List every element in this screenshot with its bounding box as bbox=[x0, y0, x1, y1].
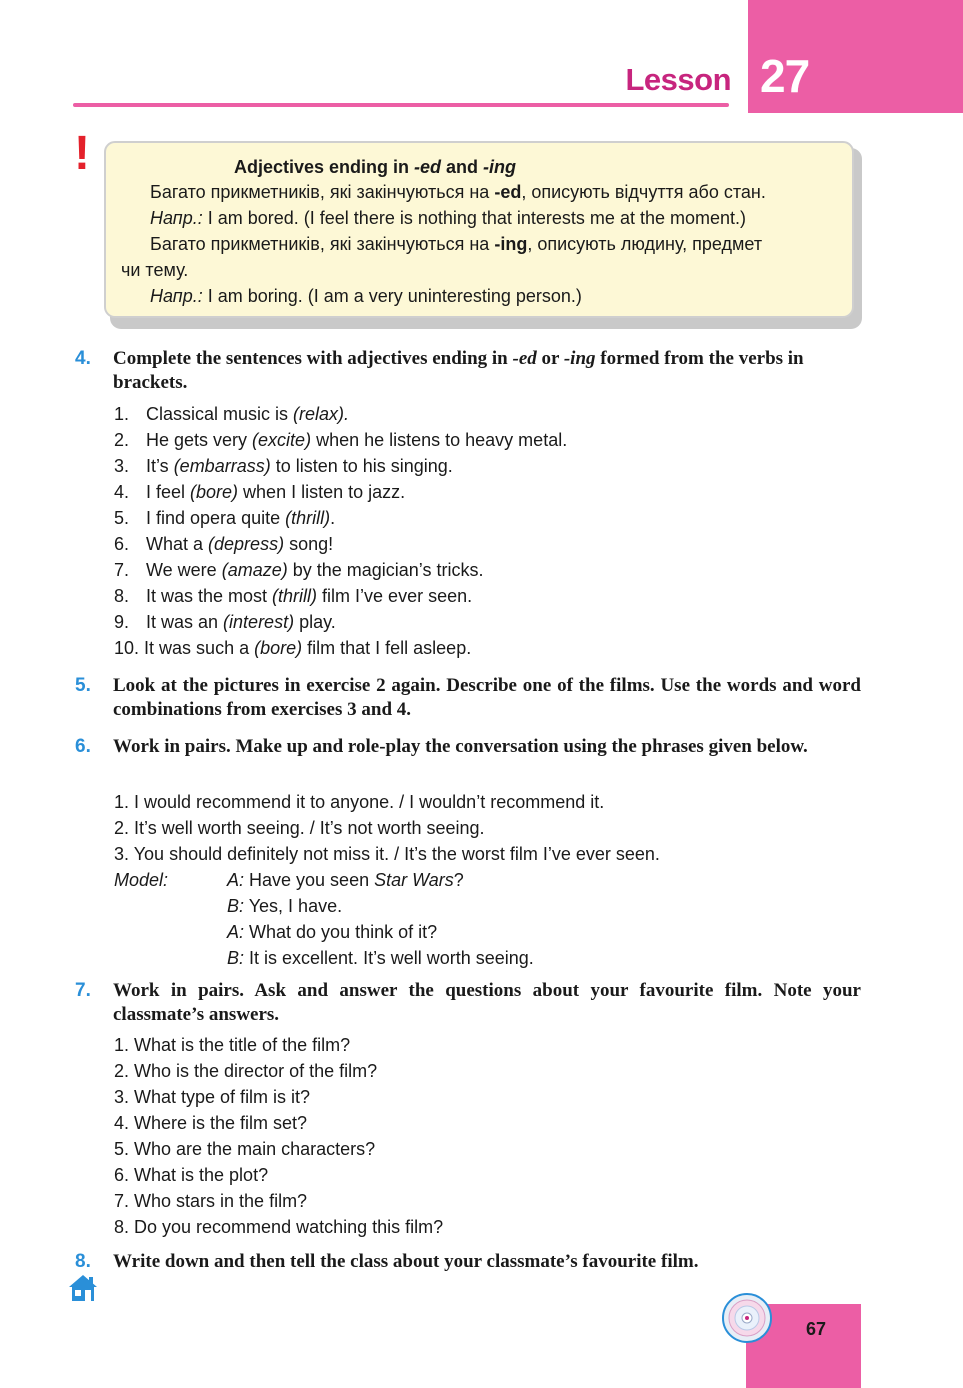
list-item: 7. Who stars in the film? bbox=[114, 1191, 308, 1211]
exercise-heading: Complete the sentences with adjectives ending in -ed or -ing formed from the verbs in brackets. bbox=[113, 348, 804, 393]
exercise-number: 5. bbox=[75, 675, 91, 696]
list-item: 1. I would recommend it to anyone. / I wouldn’t recommend it. bbox=[114, 792, 605, 812]
note-example-2: Напр.: I am boring. (I am a very uninteresting person.) bbox=[150, 286, 582, 306]
note-title: Adjectives ending in -ed and -ing bbox=[233, 157, 517, 177]
list-item: 10. It was such a (bore) film that I fell asleep. bbox=[114, 638, 472, 658]
dialogue-line: B: It is excellent. It’s well worth seeing. bbox=[227, 948, 534, 968]
exercise-number: 6. bbox=[75, 736, 91, 757]
exercise-number: 7. bbox=[75, 980, 91, 1001]
page-number: 67 bbox=[806, 1319, 827, 1339]
list-item: 1. What is the title of the film? bbox=[114, 1035, 351, 1055]
list-item: 3. What type of film is it? bbox=[114, 1087, 311, 1107]
list-item: 4. I feel (bore) when I listen to jazz. bbox=[114, 482, 406, 502]
exercise-heading: Work in pairs. Make up and role-play the conversation using the phrases given below. bbox=[113, 736, 808, 757]
list-item: 3. It’s (embarrass) to listen to his singing. bbox=[114, 456, 453, 476]
exercise-heading: Write down and then tell the class about your classmate’s favourite film. bbox=[113, 1251, 699, 1272]
list-item: 6. What is the plot? bbox=[114, 1165, 269, 1185]
list-item: 5. Who are the main characters? bbox=[114, 1139, 376, 1159]
exclamation-icon: ! bbox=[74, 127, 90, 180]
model-label: Model: bbox=[114, 870, 169, 890]
header-divider bbox=[73, 103, 729, 107]
list-item: 2. It’s well worth seeing. / It’s not worth seeing. bbox=[114, 818, 485, 838]
list-item: 7. We were (amaze) by the magician’s tricks. bbox=[114, 560, 484, 580]
exercise-heading: Look at the pictures in exercise 2 again. Describe one of the films. Use the words and word combinations from exercises 3 and 4. bbox=[113, 675, 861, 720]
list-item: 2. Who is the director of the film? bbox=[114, 1061, 378, 1081]
list-item: 1. Classical music is (relax). bbox=[114, 404, 350, 424]
exercise-number: 4. bbox=[75, 348, 91, 369]
note-example-1: Напр.: I am bored. (I feel there is nothing that interests me at the moment.) bbox=[150, 208, 746, 228]
list-item: 3. You should definitely not miss it. / It’s the worst film I’ve ever seen. bbox=[114, 844, 660, 864]
list-item: 4. Where is the film set? bbox=[114, 1113, 308, 1133]
home-icon bbox=[67, 1273, 99, 1303]
cd-icon bbox=[721, 1292, 773, 1344]
dialogue-line: A: What do you think of it? bbox=[227, 922, 438, 942]
note-paragraph-2-cont: чи тему. bbox=[121, 260, 189, 280]
lesson-title: Lesson bbox=[625, 62, 731, 97]
list-item: 6. What a (depress) song! bbox=[114, 534, 334, 554]
note-paragraph-1: Багато прикметників, які закінчуються на -ed, описують відчуття або стан. bbox=[150, 182, 766, 202]
list-item: 8. Do you recommend watching this film? bbox=[114, 1217, 444, 1237]
list-item: 2. He gets very (excite) when he listens to heavy metal. bbox=[114, 430, 568, 450]
exercise-number: 8. bbox=[75, 1251, 91, 1272]
note-paragraph-2: Багато прикметників, які закінчуються на -ing, описують людину, предмет bbox=[150, 234, 763, 254]
list-item: 5. I find opera quite (thrill). bbox=[114, 508, 336, 528]
exercise-heading: Work in pairs. Ask and answer the questions about your favourite film. Note your classmate’s answers. bbox=[113, 980, 861, 1025]
dialogue-line: B: Yes, I have. bbox=[227, 896, 343, 916]
dialogue-line: A: Have you seen Star Wars? bbox=[227, 870, 464, 890]
list-item: 9. It was an (interest) play. bbox=[114, 612, 336, 632]
lesson-number: 27 bbox=[760, 50, 810, 102]
list-item: 8. It was the most (thrill) film I’ve ever seen. bbox=[114, 586, 473, 606]
